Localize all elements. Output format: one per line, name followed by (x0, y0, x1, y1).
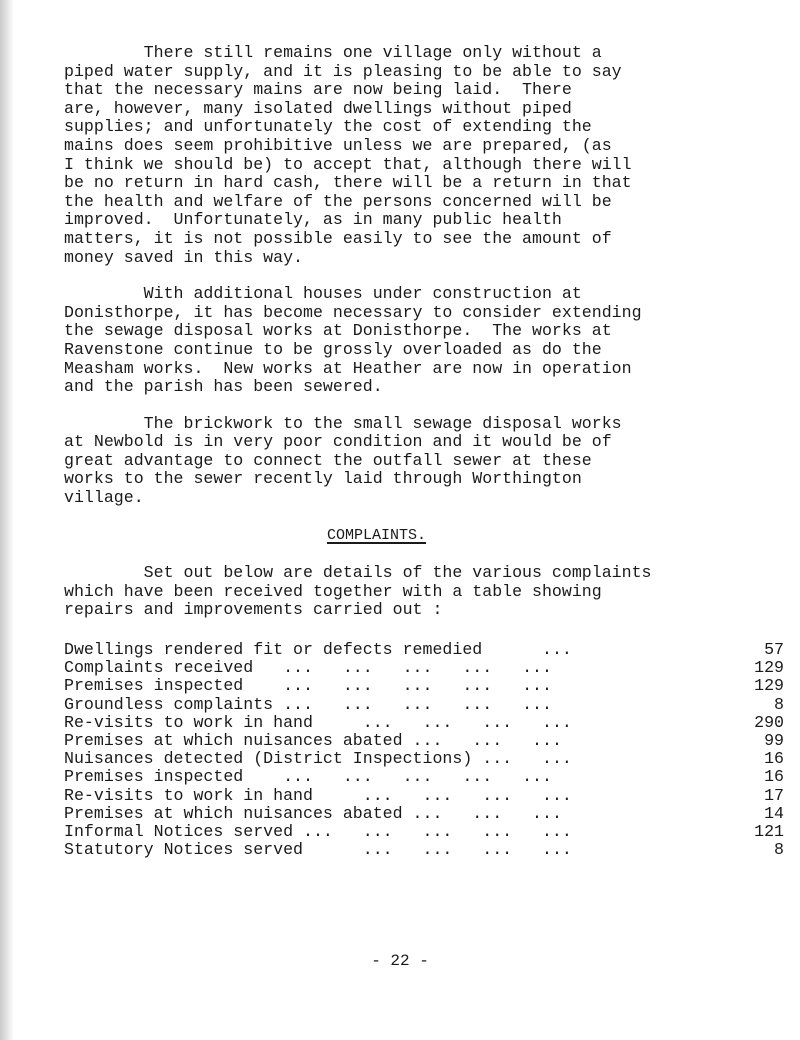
row-label: Nuisances detected (District Inspections) (64, 749, 473, 769)
row-leader-dots: ... ... ... ... ... (243, 676, 552, 696)
row-label: Re-visits to work in hand (64, 712, 313, 732)
table-row (64, 750, 784, 768)
table-row (64, 805, 784, 823)
row-leader-dots: ... ... ... ... (312, 785, 572, 805)
row-value: 99 (764, 730, 784, 750)
row-leader-dots: ... ... (472, 749, 572, 769)
row-value: 16 (764, 767, 784, 787)
section-heading-complaints: COMPLAINTS. (327, 526, 427, 544)
row-value: 57 (764, 640, 784, 660)
table-row (64, 732, 784, 750)
row-leader-dots: ... ... ... ... ... (273, 694, 552, 714)
row-label: Statutory Notices served (64, 840, 303, 860)
paragraph-complaints-intro: Set out below are details of the various complaints which have been received together with a table showing repairs and improvements carried out : (64, 563, 652, 620)
row-label: Informal Notices served (64, 821, 294, 841)
row-label: Dwellings rendered fit or defects remedied (64, 640, 483, 660)
row-leader-dots: ... ... ... ... (312, 712, 572, 732)
complaints-table (64, 641, 784, 859)
row-value: 14 (764, 803, 784, 823)
row-value: 121 (754, 821, 784, 841)
row-label: Premises inspected (64, 676, 244, 696)
row-label: Premises inspected (64, 767, 244, 787)
paragraph-sewage-disposal: With additional houses under construction at Donisthorpe, it has become necessary to consider extending the sewage disposal works at Donisthorpe. The works at Ravenstone continue to be grossly overloaded as do the Measham works. New works at Heather are now in operation and the parish has been sewered. (64, 284, 642, 397)
table-row (64, 641, 784, 659)
row-leader-dots: ... ... ... (402, 803, 562, 823)
table-row (64, 768, 784, 786)
paragraph-newbold-works: The brickwork to the small sewage disposal works at Newbold is in very poor condition and it would be of great advantage to connect the outfall sewer at these works to the sewer recently laid through Worthington village. (64, 413, 622, 508)
row-label: Premises at which nuisances abated (64, 803, 403, 823)
page-number: - 22 - (371, 952, 429, 970)
row-label: Complaints received (64, 658, 254, 678)
page-edge-shadow (0, 0, 14, 1040)
row-value: 8 (774, 840, 784, 860)
row-leader-dots: ... ... ... ... ... (293, 821, 572, 841)
table-row (64, 841, 784, 859)
row-leader-dots: ... ... ... ... ... (253, 658, 552, 678)
table-row (64, 696, 784, 714)
row-value: 16 (764, 749, 784, 769)
row-leader-dots: ... ... ... ... ... (243, 767, 552, 787)
table-row (64, 677, 784, 695)
row-leader-dots: ... ... ... (402, 730, 562, 750)
row-leader-dots: ... (482, 640, 572, 660)
table-row (64, 714, 784, 732)
row-label: Re-visits to work in hand (64, 785, 313, 805)
row-value: 17 (764, 785, 784, 805)
document-page (64, 44, 784, 859)
paragraph-water-supply: There still remains one village only without a piped water supply, and it is pleasing to be able to say that the necessary mains are now being laid. There are, however, many isolated dwellings without piped supplies; and unfortunately the cost of extending the mains does seem prohibitive unless we are prepared, (as I think we should be) to accept that, although there will be no return in hard cash, there will be a return in that the health and welfare of the persons concerned will be improved. Unfortunately, as in many public health matters, it is not possible easily to see the amount of money saved in this way. (64, 43, 632, 267)
table-row (64, 787, 784, 805)
row-label: Groundless complaints (64, 694, 274, 714)
table-row (64, 659, 784, 677)
row-value: 8 (774, 694, 784, 714)
row-value: 129 (754, 676, 784, 696)
row-label: Premises at which nuisances abated (64, 730, 403, 750)
table-row (64, 823, 784, 841)
row-leader-dots: ... ... ... ... (303, 840, 572, 860)
row-value: 290 (754, 712, 784, 732)
row-value: 129 (754, 658, 784, 678)
